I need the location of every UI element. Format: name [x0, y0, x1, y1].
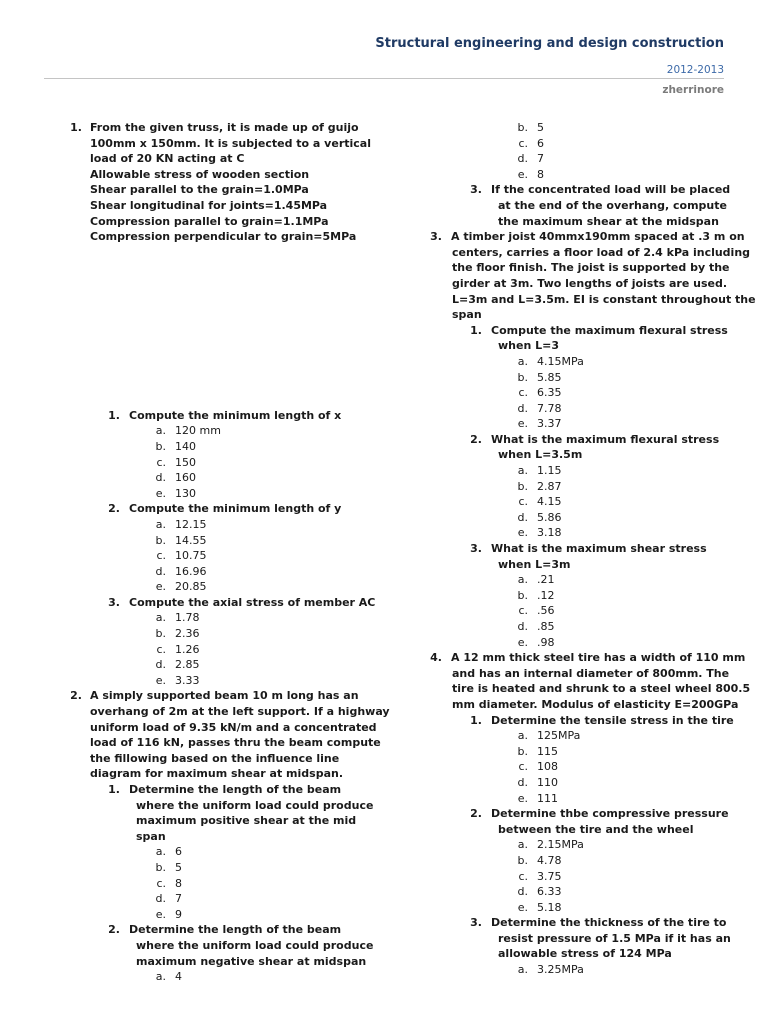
option-value: 5.85 — [537, 370, 562, 384]
answer-option — [46, 564, 361, 580]
option-value: 2.36 — [175, 627, 200, 641]
answer-option — [46, 844, 361, 860]
option-value: 14.55 — [175, 533, 207, 547]
option-value: 7 — [537, 152, 544, 166]
answer-option — [46, 439, 361, 455]
option-value: 7.78 — [537, 401, 562, 415]
option-letter: e. — [517, 791, 528, 805]
option-letter: e. — [517, 635, 528, 649]
option-value: 1.78 — [175, 611, 200, 625]
answer-option — [408, 837, 723, 853]
option-letter: c. — [518, 869, 528, 883]
question-text: uniform load of 9.35 kN/m and a concentrated — [90, 720, 377, 734]
option-value: 16.96 — [175, 564, 207, 578]
option-letter: d. — [155, 564, 166, 578]
answer-option — [408, 479, 723, 495]
option-list — [408, 728, 723, 806]
option-list — [408, 837, 723, 915]
answer-option — [408, 791, 723, 807]
option-letter: d. — [155, 892, 166, 906]
document-author: zherrinore — [662, 84, 724, 96]
option-value: 1.15 — [537, 464, 562, 478]
question-number: 3. — [430, 230, 442, 244]
option-list — [408, 354, 723, 432]
option-value: 3.33 — [175, 673, 200, 687]
question-text: overhang of 2m at the left support. If a highway — [90, 705, 390, 719]
sub-question-number: 2. — [470, 432, 482, 446]
option-value: 108 — [537, 760, 558, 774]
option-letter: a. — [517, 963, 528, 977]
option-value: .98 — [537, 635, 555, 649]
sub-question-number: 1. — [108, 783, 120, 796]
question-text: mm diameter. Modulus of elasticity E=200GPa — [452, 697, 739, 711]
answer-option — [408, 900, 723, 916]
option-letter: a. — [155, 424, 166, 438]
question-text: L=3m and L=3.5m. EI is constant throughout the — [452, 292, 756, 306]
option-value: .12 — [537, 588, 555, 602]
option-value: 3.75 — [537, 869, 562, 883]
option-value: 160 — [175, 471, 196, 485]
option-list — [46, 969, 361, 985]
option-value: 115 — [537, 744, 558, 758]
question-text: girder at 3m. Two lengths of joists are used. — [452, 276, 728, 290]
document-years: 2012-2013 — [666, 64, 724, 76]
question-text: A timber joist 40mmx190mm spaced at .3 m on — [451, 230, 745, 244]
sub-question — [46, 501, 361, 517]
option-value: 5 — [537, 121, 544, 134]
option-list — [408, 120, 723, 182]
option-letter: c. — [156, 455, 166, 469]
sub-question-text: Compute the minimum length of x — [129, 408, 342, 422]
sub-question — [408, 713, 734, 729]
answer-option — [408, 853, 723, 869]
sub-question — [46, 922, 361, 938]
option-value: 7 — [175, 892, 182, 906]
right-column — [408, 120, 756, 978]
option-value: 4.15MPa — [537, 354, 584, 368]
option-value: 4 — [175, 970, 182, 984]
option-value: .56 — [537, 604, 555, 618]
option-value: 8 — [537, 167, 544, 181]
option-letter: b. — [517, 121, 528, 134]
option-letter: b. — [155, 860, 166, 874]
option-value: 4.15 — [537, 495, 562, 509]
question-number: 4. — [430, 651, 442, 665]
option-value: 3.18 — [537, 526, 562, 540]
sub-question — [46, 408, 361, 424]
answer-option — [46, 486, 361, 502]
sub-question-number: 3. — [108, 595, 120, 609]
option-value: 125MPa — [537, 729, 581, 743]
question-text: tire is heated and shrunk to a steel wheel 800.5 — [452, 682, 751, 696]
sub-question-number: 3. — [470, 183, 482, 197]
sub-question-text: Determine the length of the beam — [129, 923, 342, 937]
option-letter: c. — [156, 876, 166, 890]
option-letter: d. — [517, 775, 528, 789]
option-letter: d. — [517, 885, 528, 899]
document-title: Structural engineering and design construction — [375, 36, 724, 51]
answer-option — [46, 579, 361, 595]
option-list — [46, 844, 361, 922]
sub-question-number: 1. — [470, 323, 482, 337]
answer-option — [408, 136, 723, 152]
sub-question-text: where the uniform load could produce — [136, 798, 374, 812]
answer-option — [408, 603, 723, 619]
option-letter: b. — [155, 533, 166, 547]
answer-option — [46, 657, 361, 673]
option-letter: d. — [155, 471, 166, 485]
answer-option — [408, 494, 723, 510]
sub-question-text: Determine thbe compressive pressure — [491, 807, 729, 821]
option-value: 1.26 — [175, 642, 200, 656]
sub-question-text: Compute the axial stress of member AC — [129, 595, 376, 609]
option-value: 2.15MPa — [537, 838, 584, 852]
option-letter: a. — [517, 573, 528, 587]
option-list — [46, 517, 361, 595]
answer-option — [408, 416, 723, 432]
option-value: 6 — [175, 845, 182, 859]
sub-question — [408, 182, 731, 198]
question-text: diagram for maximum shear at midspan. — [90, 767, 343, 781]
answer-option — [46, 907, 361, 923]
option-value: 8 — [175, 876, 182, 890]
answer-option — [408, 167, 723, 183]
option-letter: e. — [155, 580, 166, 594]
sub-question-number: 2. — [108, 502, 120, 516]
option-value: 4.78 — [537, 853, 562, 867]
sub-question — [46, 782, 361, 798]
answer-option — [408, 525, 723, 541]
option-letter: a. — [155, 970, 166, 984]
option-letter: e. — [517, 167, 528, 181]
answer-option — [408, 759, 723, 775]
option-value: .21 — [537, 573, 555, 587]
option-value: 6.35 — [537, 386, 562, 400]
answer-option — [408, 588, 723, 604]
option-value: 6 — [537, 136, 544, 150]
option-value: 120 mm — [175, 424, 221, 438]
sub-question-number: 3. — [470, 916, 482, 930]
option-letter: a. — [517, 729, 528, 743]
sub-question — [408, 323, 728, 339]
sub-question-text: maximum positive shear at the mid — [136, 814, 357, 828]
option-value: .85 — [537, 620, 555, 633]
sub-question-text: Determine the tensile stress in the tire — [491, 713, 734, 727]
option-letter: a. — [155, 611, 166, 625]
answer-option — [46, 626, 361, 642]
question-text: Allowable stress of wooden section — [90, 167, 310, 181]
sub-question-text: when L=3m — [498, 557, 571, 571]
sub-question-text: the maximum shear at the midspan — [498, 214, 719, 228]
question-text: span — [452, 308, 482, 322]
option-value: 150 — [175, 455, 196, 469]
option-value: 12.15 — [175, 517, 207, 531]
sub-question-number: 1. — [470, 713, 482, 727]
sub-question-text: resist pressure of 1.5 MPa if it has an — [498, 931, 731, 945]
sub-question-text: between the tire and the wheel — [498, 822, 694, 836]
option-letter: a. — [155, 517, 166, 531]
answer-option — [46, 517, 361, 533]
option-value: 3.37 — [537, 417, 562, 431]
option-letter: d. — [155, 658, 166, 672]
sub-question — [408, 432, 723, 448]
question-1 — [46, 120, 376, 688]
sub-question-text: maximum negative shear at midspan — [136, 954, 367, 968]
sub-question — [46, 595, 376, 611]
question-text: From the given truss, it is made up of guijo — [90, 121, 359, 134]
option-letter: b. — [517, 479, 528, 493]
option-letter: b. — [517, 370, 528, 384]
answer-option — [46, 470, 361, 486]
option-letter: c. — [518, 604, 528, 618]
question-text: Compression parallel to grain=1.1MPa — [90, 214, 329, 228]
option-letter: b. — [155, 627, 166, 641]
answer-option — [408, 510, 723, 526]
sub-question — [408, 541, 723, 557]
sub-question-number: 2. — [108, 923, 120, 937]
answer-option — [408, 728, 723, 744]
question-text: A simply supported beam 10 m long has an — [90, 689, 359, 703]
option-value: 111 — [537, 791, 558, 805]
question-text: the fillowing based on the influence line — [90, 751, 340, 765]
option-letter: d. — [517, 401, 528, 415]
option-value: 110 — [537, 775, 558, 789]
answer-option — [408, 572, 723, 588]
option-value: 20.85 — [175, 580, 207, 594]
option-list — [46, 423, 361, 501]
truss-figure-area — [46, 245, 361, 408]
option-letter: e. — [155, 486, 166, 500]
option-value: 5.86 — [537, 510, 562, 524]
option-letter: c. — [156, 642, 166, 656]
option-letter: a. — [517, 464, 528, 478]
sub-question-text: What is the maximum flexural stress — [491, 432, 720, 446]
answer-option — [408, 354, 723, 370]
sub-question-text: where the uniform load could produce — [136, 938, 374, 952]
question-text: the floor finish. The joist is supported by the — [452, 261, 730, 275]
option-value: 2.87 — [537, 479, 562, 493]
answer-option — [408, 401, 723, 417]
answer-option — [46, 969, 361, 985]
option-list — [46, 610, 361, 688]
answer-option — [46, 876, 361, 892]
option-letter: e. — [517, 417, 528, 431]
option-letter: b. — [155, 439, 166, 453]
sub-question — [408, 806, 729, 822]
answer-option — [408, 370, 723, 386]
option-value: 130 — [175, 486, 196, 500]
answer-option — [46, 891, 361, 907]
option-letter: e. — [517, 900, 528, 914]
option-value: 6.33 — [537, 885, 562, 899]
option-letter: d. — [517, 620, 528, 633]
answer-option — [408, 619, 723, 635]
option-letter: d. — [517, 152, 528, 166]
option-letter: c. — [156, 549, 166, 563]
question-text: centers, carries a floor load of 2.4 kPa including — [452, 245, 751, 259]
option-list — [408, 463, 723, 541]
option-letter: c. — [518, 495, 528, 509]
left-column — [46, 120, 390, 985]
sub-question-text: Compute the minimum length of y — [129, 502, 342, 516]
option-letter: c. — [518, 136, 528, 150]
answer-option — [46, 860, 361, 876]
option-value: 2.85 — [175, 658, 200, 672]
question-3 — [408, 229, 756, 650]
answer-option — [408, 869, 723, 885]
header-divider — [44, 78, 724, 79]
question-4 — [408, 650, 751, 977]
question-number: 2. — [70, 689, 82, 703]
option-letter: b. — [517, 744, 528, 758]
question-text: load of 20 KN acting at C — [90, 152, 245, 166]
sub-question — [408, 915, 727, 931]
answer-option — [46, 455, 361, 471]
answer-option — [46, 548, 361, 564]
option-value: 140 — [175, 439, 196, 453]
option-letter: c. — [518, 386, 528, 400]
answer-option — [408, 884, 723, 900]
option-letter: e. — [155, 907, 166, 921]
option-letter: b. — [517, 588, 528, 602]
option-letter: a. — [517, 838, 528, 852]
answer-option — [408, 120, 723, 136]
option-letter: a. — [517, 354, 528, 368]
question-text: A 12 mm thick steel tire has a width of 110 mm — [451, 651, 746, 665]
question-text: Shear parallel to the grain=1.0MPa — [90, 183, 309, 197]
sub-question-number: 1. — [108, 408, 120, 422]
option-letter: d. — [517, 510, 528, 524]
sub-question-text: when L=3.5m — [498, 448, 583, 462]
question-2 — [46, 688, 390, 984]
option-value: 5.18 — [537, 900, 562, 914]
answer-option — [408, 962, 723, 978]
answer-option — [408, 151, 723, 167]
answer-option — [408, 775, 723, 791]
option-letter: c. — [518, 760, 528, 774]
option-letter: e. — [517, 526, 528, 540]
option-value: 9 — [175, 907, 182, 921]
answer-option — [46, 423, 361, 439]
answer-option — [408, 463, 723, 479]
sub-question-number: 2. — [470, 807, 482, 821]
question-text: and has an internal diameter of 800mm. The — [452, 666, 730, 680]
option-letter: a. — [155, 845, 166, 859]
option-letter: e. — [155, 673, 166, 687]
sub-question-text: allowable stress of 124 MPa — [498, 947, 672, 961]
sub-question-text: Compute the maximum flexural stress — [491, 323, 728, 337]
question-text: load of 116 kN, passes thru the beam compute — [90, 736, 381, 750]
question-text: 100mm x 150mm. It is subjected to a vertical — [90, 136, 371, 150]
answer-option — [408, 385, 723, 401]
sub-question-text: at the end of the overhang, compute — [498, 198, 727, 212]
answer-option — [46, 673, 361, 689]
sub-question-text: span — [136, 829, 166, 843]
answer-option — [408, 744, 723, 760]
sub-question-number: 3. — [470, 542, 482, 556]
sub-question-text: Determine the length of the beam — [129, 783, 342, 796]
option-letter: b. — [517, 853, 528, 867]
sub-question-text: What is the maximum shear stress — [491, 542, 707, 556]
answer-option — [46, 610, 361, 626]
question-2-continued — [408, 120, 731, 229]
answer-option — [408, 635, 723, 651]
question-number: 1. — [70, 121, 82, 134]
answer-option — [46, 533, 361, 549]
sub-question-text: when L=3 — [498, 339, 559, 353]
option-list — [408, 572, 723, 650]
option-value: 10.75 — [175, 549, 207, 563]
option-value: 3.25MPa — [537, 963, 584, 977]
option-value: 5 — [175, 860, 182, 874]
sub-question-text: Determine the thickness of the tire to — [491, 916, 727, 930]
answer-option — [46, 642, 361, 658]
question-text: Compression perpendicular to grain=5MPa — [90, 230, 357, 244]
sub-question-text: If the concentrated load will be placed — [491, 183, 731, 197]
question-text: Shear longitudinal for joints=1.45MPa — [90, 198, 328, 212]
option-list — [408, 962, 723, 978]
